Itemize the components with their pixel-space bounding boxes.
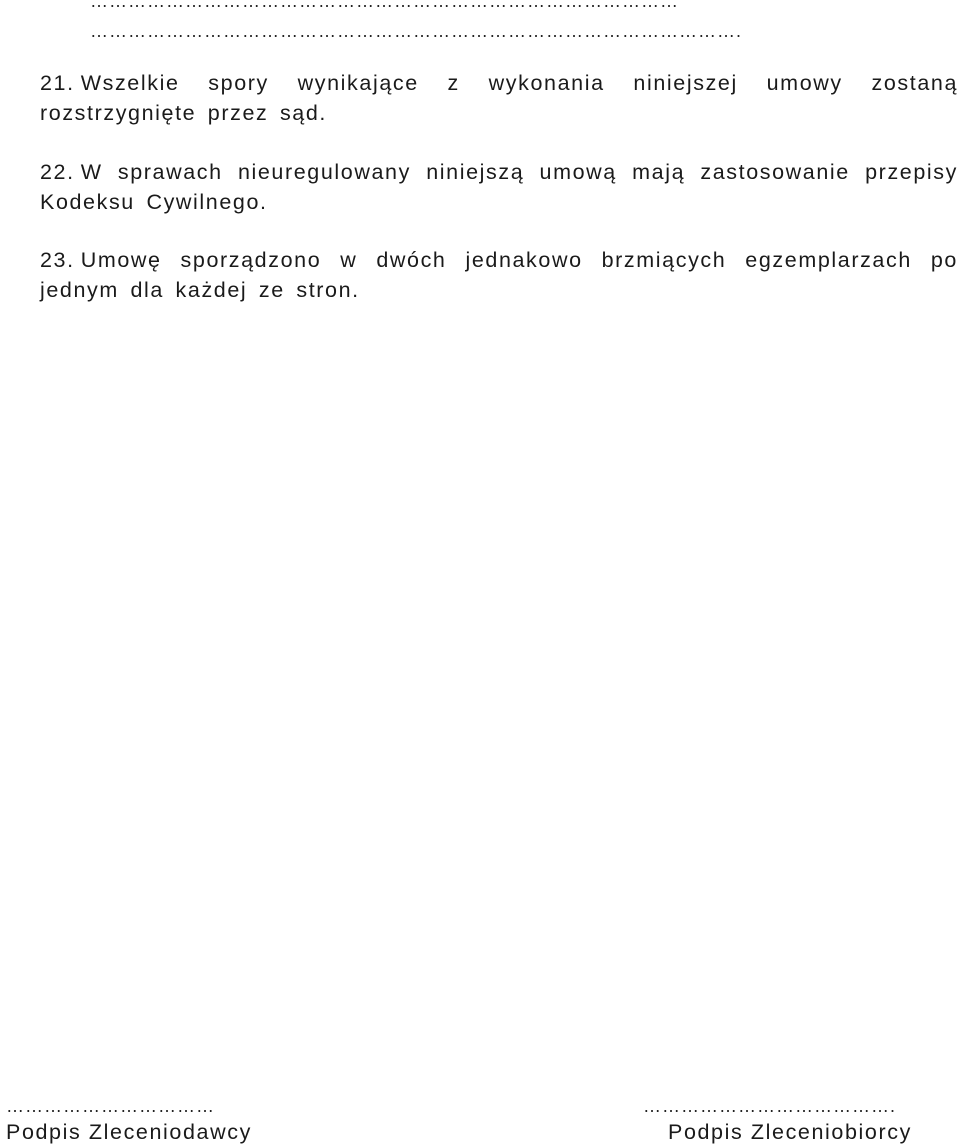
- contractor-signature-line: ………………………………….: [643, 1096, 897, 1116]
- clause-21: [40, 68, 958, 128]
- client-signature-line: ……………………………: [6, 1096, 215, 1116]
- top-dotted-line-1: …………………………………………………………………………………: [90, 0, 679, 11]
- clause-number: 23.: [40, 248, 75, 272]
- clause-text: Wszelkie spory wynikające z wykonania niniejszej umowy zostaną rozstrzygnięte przez sąd.: [40, 71, 958, 125]
- clause-22: [40, 157, 958, 217]
- top-dotted-line-2: ………………………………………………………………………………………….: [90, 21, 743, 41]
- contractor-signature-label: Podpis Zleceniobiorcy: [668, 1120, 912, 1144]
- clause-number: 21.: [40, 71, 75, 95]
- clause-23: [40, 245, 958, 305]
- clause-text: Umowę sporządzono w dwóch jednakowo brzmiących egzemplarzach po jednym dla każdej ze stron.: [40, 248, 958, 302]
- clause-number: 22.: [40, 160, 75, 184]
- client-signature-label: Podpis Zleceniodawcy: [6, 1120, 252, 1144]
- clause-text: W sprawach nieuregulowany niniejszą umową mają zastosowanie przepisy Kodeksu Cywilnego.: [40, 160, 958, 214]
